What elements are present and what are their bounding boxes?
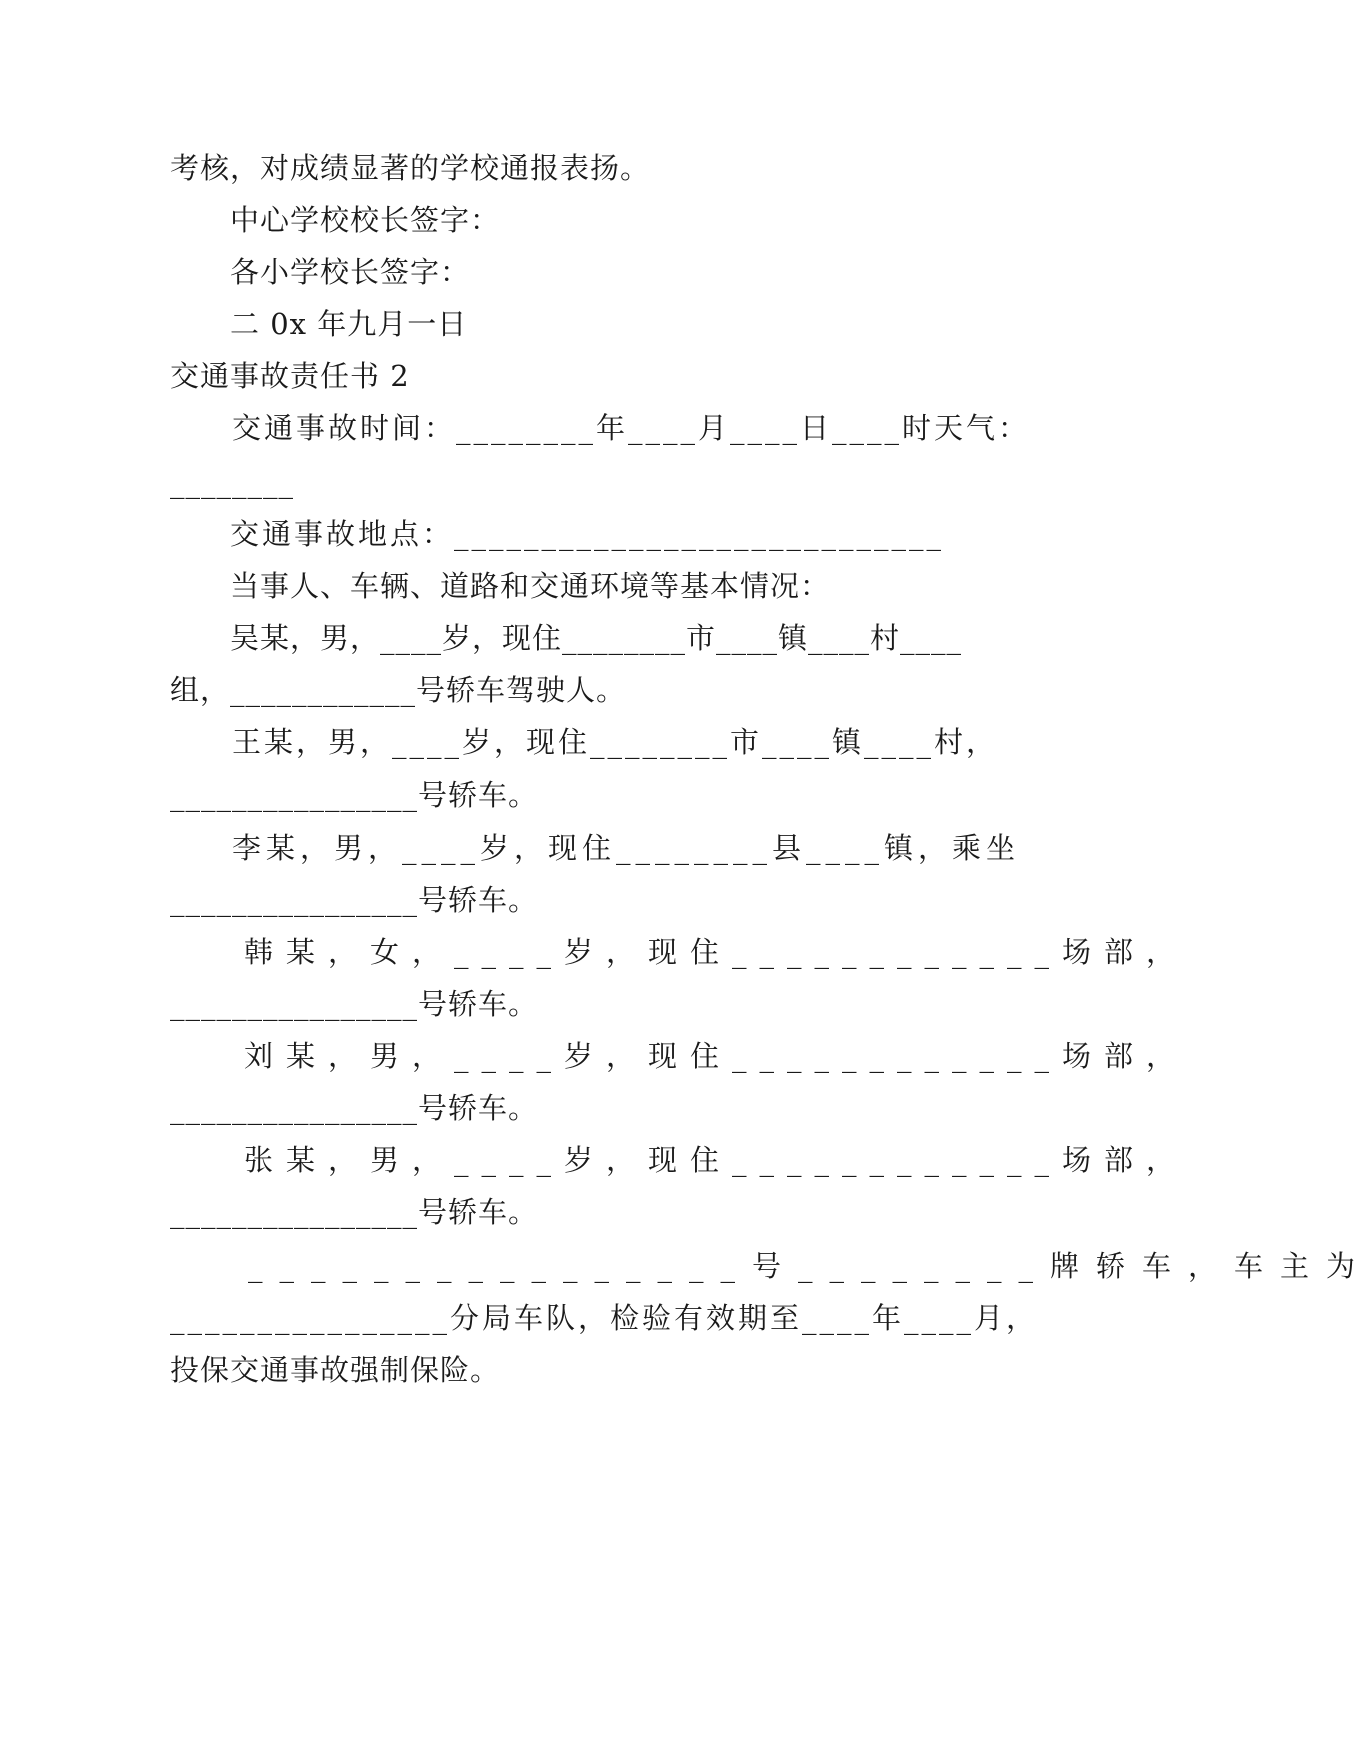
school-principal-signature-label: 各小学校长签字： xyxy=(230,255,471,289)
party-wu-line-cont: 组，____________号轿车驾驶人。 xyxy=(170,673,627,707)
date-line: 二 0x 年九月一日 xyxy=(230,307,468,341)
insurance-line: 投保交通事故强制保险。 xyxy=(170,1353,501,1387)
basic-info-heading: 当事人、车辆、道路和交通环境等基本情况： xyxy=(230,569,831,603)
party-li-line-cont: ________________号轿车。 xyxy=(170,883,539,917)
accident-location-line: 交通事故地点：____________________________ xyxy=(230,517,945,551)
party-han-line-cont: ________________号轿车。 xyxy=(170,987,539,1021)
vehicle-owner-line: ________________号________牌轿车，车主为 xyxy=(248,1249,1372,1283)
party-wang-line-cont: ________________号轿车。 xyxy=(170,778,539,812)
section-title: 交通事故责任书 2 xyxy=(170,359,410,393)
party-liu-line-cont: ________________号轿车。 xyxy=(170,1091,539,1125)
principal-signature-label: 中心学校校长签字： xyxy=(230,203,501,237)
text-line-1: 考核，对成绩显著的学校通报表扬。 xyxy=(170,151,651,185)
weather-blank: ________ xyxy=(170,465,294,499)
vehicle-inspection-line: ________________分局车队，检验有效期至____年____月， xyxy=(170,1301,1039,1335)
party-wang-line: 王某，男，____岁，现住________市____镇____村， xyxy=(232,725,999,759)
party-wu-line: 吴某，男，____岁，现住________市____镇____村____ xyxy=(230,621,963,655)
accident-time-line: 交通事故时间：________年____月____日____时天气： xyxy=(232,411,1031,445)
party-li-line: 李某，男，____岁，现住________县____镇，乘坐 xyxy=(232,831,1021,865)
party-liu-line: 刘某，男，____岁，现住____________场部， xyxy=(244,1039,1189,1073)
party-han-line: 韩某，女，____岁，现住____________场部， xyxy=(244,935,1189,969)
party-zhang-line: 张某，男，____岁，现住____________场部， xyxy=(244,1143,1189,1177)
party-zhang-line-cont: ________________号轿车。 xyxy=(170,1195,539,1229)
